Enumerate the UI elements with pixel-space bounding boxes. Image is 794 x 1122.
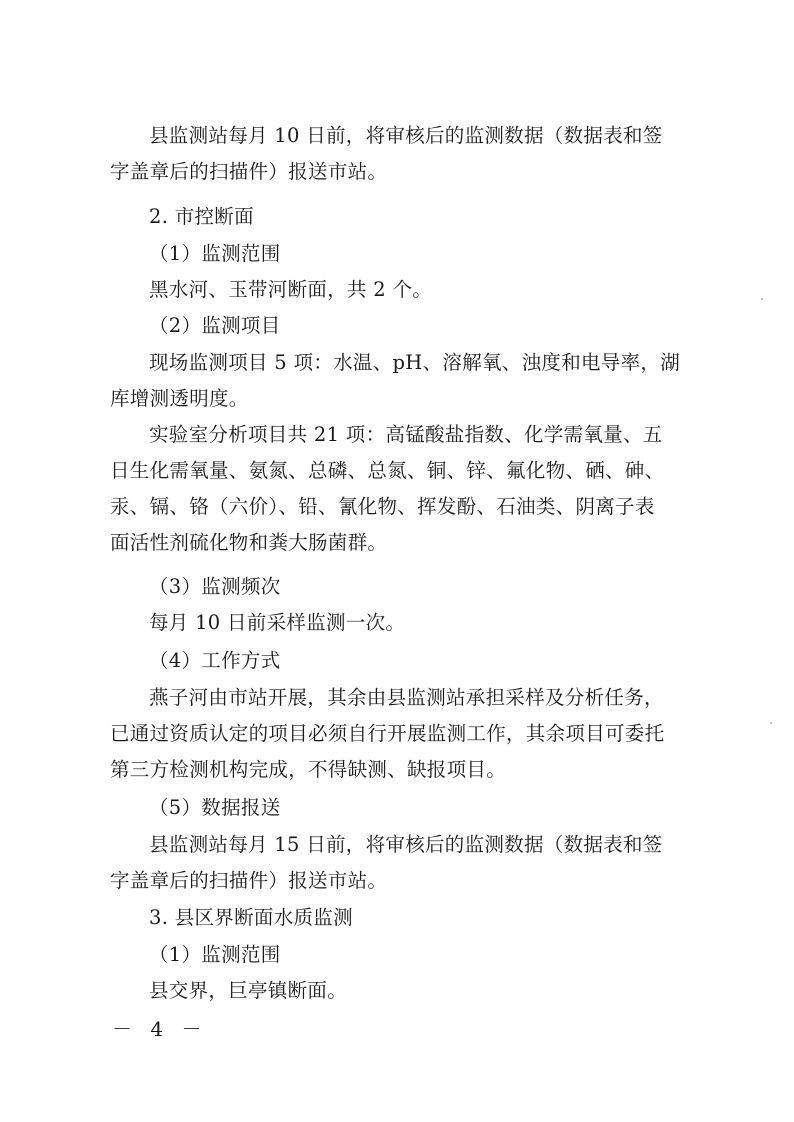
text-line: （1）监测范围 xyxy=(149,242,281,265)
text-line: 实验室分析项目共 21 项：高锰酸盐指数、化学需氧量、五 xyxy=(149,423,663,446)
paragraph-scope xyxy=(110,272,720,308)
text-line: 面活性剂硫化物和粪大肠菌群。 xyxy=(110,531,388,554)
scan-speck xyxy=(761,298,763,300)
subheading-work-method xyxy=(110,643,720,679)
subheading-monitoring-scope-2 xyxy=(110,937,720,973)
text-line: 字盖章后的扫描件）报送市站。 xyxy=(110,160,388,183)
section-heading-county-boundary xyxy=(110,900,720,936)
paragraph-data-report-county xyxy=(110,118,720,190)
subheading-frequency xyxy=(110,569,720,605)
text-line: （2）监测项目 xyxy=(149,314,281,337)
text-line: 字盖章后的扫描件）报送市站。 xyxy=(110,869,388,892)
text-line: 已通过资质认定的项目必须自行开展监测工作，其余项目可委托 xyxy=(110,722,665,745)
scan-speck xyxy=(770,722,772,724)
subheading-monitoring-scope xyxy=(110,236,720,272)
text-line: 每月 10 日前采样监测一次。 xyxy=(149,611,406,634)
text-line: 日生化需氧量、氨氮、总磷、总氮、铜、锌、氟化物、硒、砷、 xyxy=(110,459,665,482)
subheading-monitoring-items xyxy=(110,308,720,344)
paragraph-work-method xyxy=(110,680,720,788)
text-line: 汞、镉、铬（六价）、铅、氰化物、挥发酚、石油类、阴离子表 xyxy=(110,495,655,518)
text-line: 库增测透明度。 xyxy=(110,387,249,410)
text-line: 第三方检测机构完成，不得缺测、缺报项目。 xyxy=(110,758,507,781)
subheading-data-report xyxy=(110,790,720,826)
section-heading-city-section xyxy=(110,199,720,235)
paragraph-lab-items xyxy=(110,417,720,561)
text-line: 燕子河由市站开展，其余由县监测站承担采样及分析任务， xyxy=(149,686,664,709)
text-line: 县监测站每月 15 日前，将审核后的监测数据（数据表和签 xyxy=(149,833,663,856)
paragraph-data-report xyxy=(110,827,720,899)
paragraph-scope-2 xyxy=(110,973,720,1009)
text-line: （3）监测频次 xyxy=(149,575,281,598)
text-line: 县监测站每月 10 日前，将审核后的监测数据（数据表和签 xyxy=(149,124,663,147)
text-line: 3. 县区界断面水质监测 xyxy=(149,906,353,929)
paragraph-field-items xyxy=(110,345,720,417)
text-line: （1）监测范围 xyxy=(149,943,281,966)
text-line: （5）数据报送 xyxy=(149,796,281,819)
text-line: 现场监测项目 5 项：水温、pH、溶解氧、浊度和电导率，湖 xyxy=(149,351,680,374)
text-line: 黑水河、玉带河断面，共 2 个。 xyxy=(149,278,433,301)
page-number: － 4 － xyxy=(112,1017,208,1041)
text-line: 2. 市控断面 xyxy=(149,205,254,228)
text-line: （4）工作方式 xyxy=(149,649,281,672)
paragraph-frequency xyxy=(110,605,720,641)
text-line: 县交界，巨亭镇断面。 xyxy=(149,979,348,1002)
